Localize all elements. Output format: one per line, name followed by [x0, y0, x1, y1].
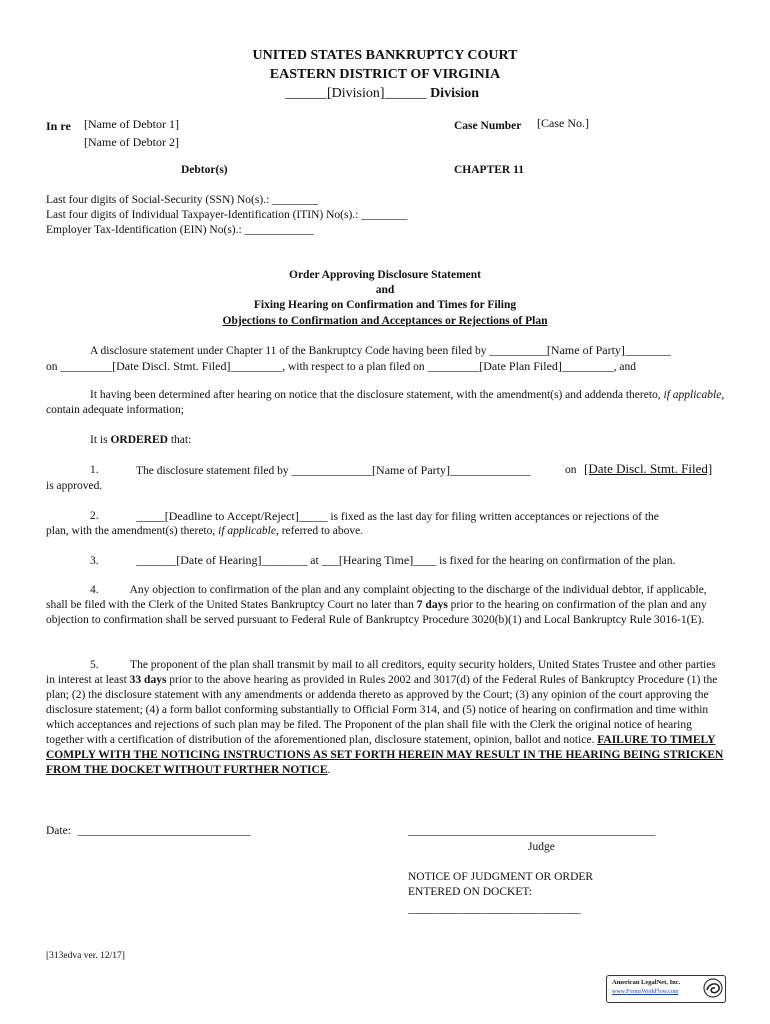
item2-text: _____ is fixed as the last day for filing written acceptances or rejections of the — [298, 511, 659, 523]
judge-label: Judge — [528, 841, 555, 853]
determined-applicable: applicable — [672, 389, 722, 401]
ordered-line — [90, 433, 191, 448]
order-title-line4: Objections to Confirmation and Acceptances or Rejections of Plan — [222, 315, 548, 327]
item3-hearing-time-field[interactable]: [Hearing Time] — [338, 553, 414, 567]
item2-number: 2. — [90, 510, 99, 522]
item3-number: 3. — [90, 555, 99, 567]
debtor1-field[interactable]: [Name of Debtor 1] — [84, 117, 179, 131]
item5-days: 33 days — [129, 674, 167, 686]
item2-line — [136, 509, 659, 525]
debtors-label: Debtor(s) — [181, 164, 228, 176]
item5-warning: FAILURE TO TIMELY COMPLY WITH THE NOTICING INSTRUCTIONS AS SET FORTH HEREIN MAY RESULT IN THE HEARING BEING STRICKEN FROM THE DOCKET WITHOUT FURTHER NOTICE — [46, 734, 724, 776]
item2-if-applicable: if applicable — [218, 525, 276, 537]
item5-period: . — [327, 764, 331, 776]
intro-text-a1: A disclosure statement under Chapter 11 of the Bankruptcy Code having been filed by __________ — [90, 345, 547, 357]
date-blank[interactable]: ______________________________ — [78, 825, 251, 837]
item2-line2 — [46, 524, 363, 539]
item5-text-b: prior to the above hearing as provided in Rules 2002 and 3017(d) of the Federal Rules of Bankruptcy Procedure (1) the plan; (2) the disclosure statement with any amendments or addenda thereto as approved by the Court; (3) any opinion of the court approving the disclosure statement; (4) a form ballot conforming substantially to Official Form 314, and (5) notice of hearing on confirmation and time within which acceptances and rejections of such plan may be filed. The Proponent of the plan shall file with the Clerk the original notice of hearing together with a certification of distribution of the aforementioned plan, disclosure statement, opinion, ballot and notice. — [46, 674, 718, 746]
item5-paragraph — [46, 658, 726, 778]
item5-number: 5. — [90, 659, 99, 671]
ein-line: Employer Tax-Identification (EIN) No(s).: ____________ — [46, 224, 314, 236]
division-line — [285, 86, 479, 102]
item3-blank2: ________ at ___ — [261, 555, 339, 567]
determined-if: if — [663, 389, 670, 401]
intro-text-b3: _________, and — [561, 361, 637, 373]
item1-text: The disclosure statement filed by ______________ — [136, 465, 373, 477]
item2-line2c: , referred to above. — [275, 525, 364, 537]
item1-party-field[interactable]: [Name of Party] — [372, 463, 451, 477]
case-number-label: Case Number — [454, 120, 522, 132]
chapter-label: CHAPTER 11 — [454, 164, 524, 176]
notice-line1: NOTICE OF JUDGMENT OR ORDER — [408, 871, 594, 883]
determined-paragraph — [46, 388, 726, 418]
intro-date-discl-field[interactable]: [Date Discl. Stmt. Filed] — [112, 359, 231, 373]
item4-text-a: Any objection to confirmation of the plan and any complaint objecting to the discharge of the individual debtor, if applicable, shall be filed with the Clerk of the United States Bankruptcy Court no later than — [46, 584, 707, 611]
item5-text-a: The proponent of the plan shall transmit by mail to all creditors, equity security holders, United States Trustee and other parties in interest at least — [46, 659, 716, 686]
item1-end: is approved. — [46, 480, 103, 492]
item1-line — [136, 463, 531, 479]
order-title-line2: and — [375, 284, 395, 296]
ordered-post: that: — [170, 434, 192, 446]
division-blank-left: ______ — [285, 86, 327, 101]
division-blank-right: ______ — [384, 86, 427, 101]
debtor2-field[interactable]: [Name of Debtor 2] — [84, 135, 179, 149]
division-field[interactable]: [Division] — [327, 86, 385, 101]
itin-line: Last four digits of Individual Taxpayer-Identification (ITIN) No(s).: ________ — [46, 209, 408, 221]
ordered-bold: ORDERED — [110, 434, 168, 446]
item2-line2a: plan, with the amendment(s) thereto, — [46, 525, 216, 537]
item4-number: 4. — [90, 584, 99, 596]
date-label: Date: — [46, 825, 71, 837]
intro-line1 — [90, 343, 671, 359]
logo-swirl-icon — [703, 978, 723, 998]
intro-text-b2: _________, with respect to a plan filed on _________ — [230, 361, 480, 373]
intro-line2 — [46, 359, 636, 375]
form-version: [313edva ver. 12/17] — [46, 951, 125, 961]
american-legalnet-logo[interactable] — [606, 975, 726, 1003]
item2-deadline-field[interactable]: [Deadline to Accept/Reject] — [164, 509, 299, 523]
intro-date-plan-field[interactable]: [Date Plan Filed] — [479, 359, 562, 373]
in-re-label: In re — [46, 119, 71, 133]
order-title-line3: Fixing Hearing on Confirmation and Times for Filing — [253, 299, 517, 311]
ordered-pre: It is — [90, 434, 108, 446]
item2-blank1: _____ — [136, 511, 165, 523]
district-name: EASTERN DISTRICT OF VIRGINIA — [269, 67, 501, 82]
order-title-line1: Order Approving Disclosure Statement — [289, 269, 481, 281]
notice-line2: ENTERED ON DOCKET: — [408, 886, 532, 898]
item4-days: 7 days — [416, 599, 448, 611]
item3-line — [136, 553, 675, 569]
determined-text-2: , contain adequate information; — [46, 389, 725, 416]
division-word: Division — [430, 86, 480, 101]
judge-signature-line[interactable]: ___________________________________________ — [408, 825, 656, 837]
item3-blank1: _______ — [136, 555, 177, 567]
intro-text-a2: ________ — [624, 345, 671, 357]
item1-number: 1. — [90, 464, 99, 476]
item3-text: ____ is fixed for the hearing on confirmation of the plan. — [413, 555, 676, 567]
intro-text-b1: on _________ — [46, 361, 113, 373]
item1-date-field[interactable]: [Date Discl. Stmt. Filed] — [584, 461, 713, 476]
item1-on: on — [565, 464, 577, 476]
determined-text-1: It having been determined after hearing on notice that the disclosure statement, with the amendment(s) and addenda thereto, — [90, 389, 661, 401]
court-name: UNITED STATES BANKRUPTCY COURT — [252, 48, 518, 63]
item4-text-b: prior to the hearing on confirmation of the plan and any objection to confirmation shall be served pursuant to Federal Rule of Bankruptcy Procedure 3020(b)(1) and Local Bankruptcy Rule 3016-1(E). — [46, 599, 707, 626]
logo-url[interactable]: www.FormsWorkFlow.com — [612, 989, 679, 995]
item1-blank: ______________ — [450, 465, 531, 477]
item4-paragraph — [46, 583, 726, 628]
logo-company-name: American LegalNet, Inc. — [612, 979, 681, 986]
intro-party-field[interactable]: [Name of Party] — [546, 343, 625, 357]
notice-blank[interactable]: ______________________________ — [408, 903, 581, 915]
ssn-line: Last four digits of Social-Security (SSN) No(s).: ________ — [46, 194, 319, 206]
item3-hearing-date-field[interactable]: [Date of Hearing] — [176, 553, 262, 567]
case-number-field[interactable]: [Case No.] — [537, 116, 589, 130]
